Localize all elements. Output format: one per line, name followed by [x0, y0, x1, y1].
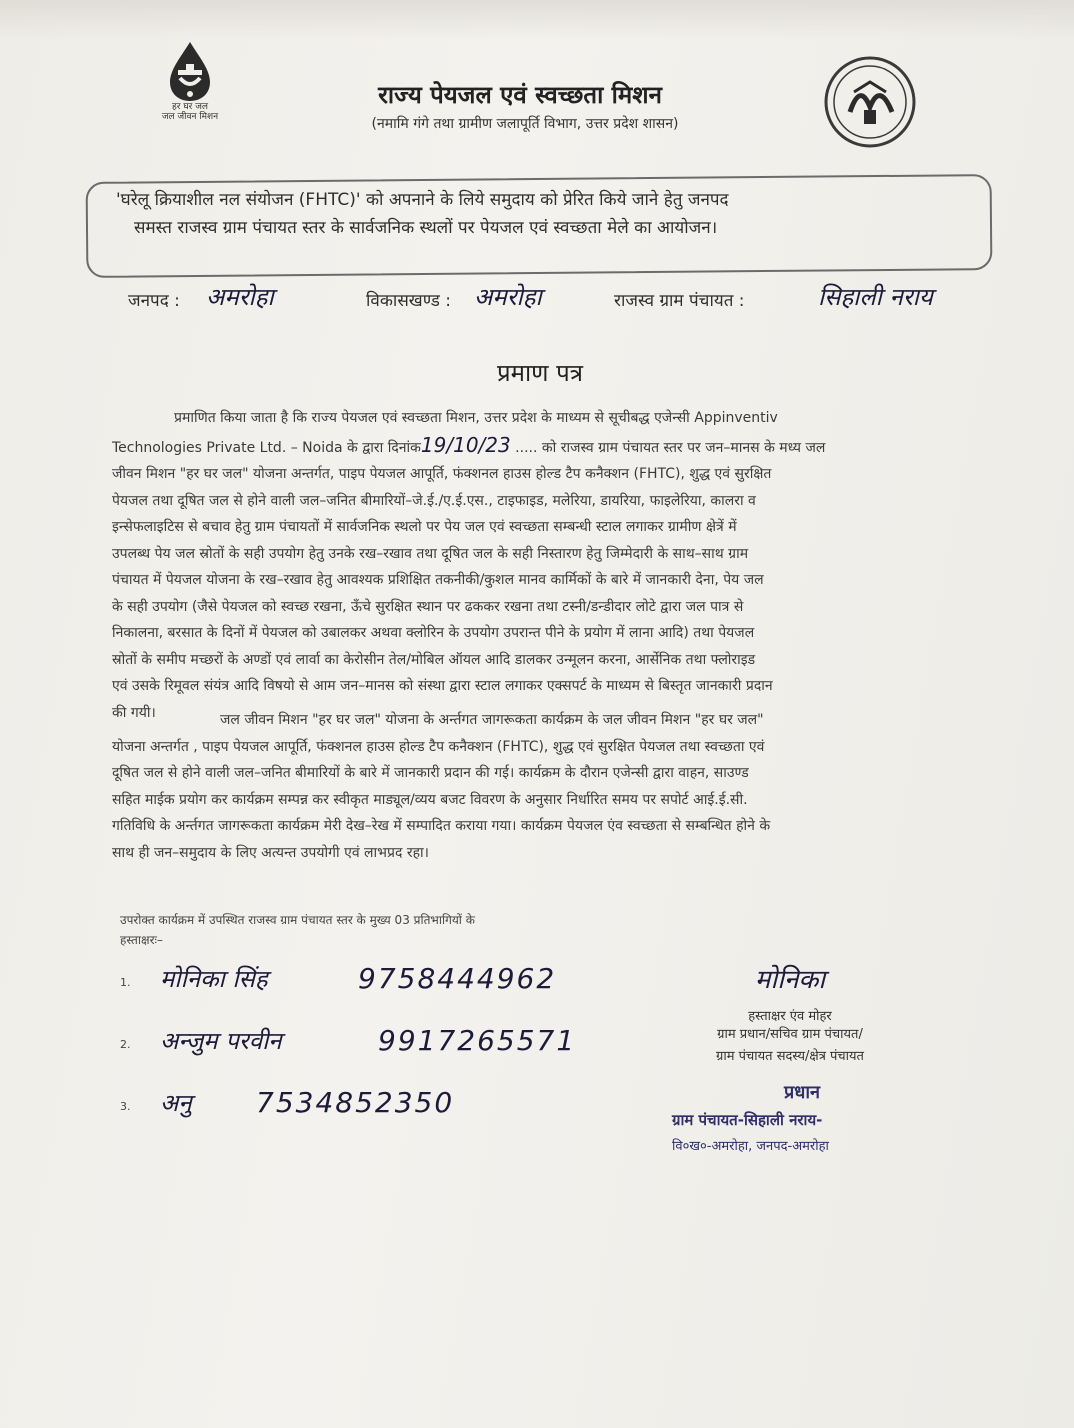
emblem-icon [820, 52, 920, 152]
panchayat-value: सिहाली नराय [818, 283, 933, 311]
para1-line: उपलब्ध पेय जल स्रोतों के सही उपयोग हेतु उनके रख–रखाव तथा दूषित जल के सही निस्तारण हेतु जिम्मेदारी के साथ–साथ ग्राम [112, 545, 749, 562]
para1-line-prefix: Technologies Private Ltd. – Noida के द्वारा दिनांक [112, 439, 421, 456]
participant-name: अनु [160, 1089, 192, 1117]
signature-caption: हस्ताक्षर एंव मोहर [748, 1009, 832, 1024]
har-ghar-jal-logo [150, 40, 230, 140]
para1-line: निकालना, बरसात के दिनों में पेयजल को उबालकर अथवा क्लोरिन के उपयोग उपरान्त पीने के प्रयोग में लाना आदि) तथा पेयजल [112, 625, 755, 641]
event-date: 19/10/23 [420, 432, 511, 457]
participant-number: 2. [120, 1038, 131, 1051]
para2-line: सहित माईक प्रयोग कर कार्यक्रम सम्पन्न कर स्वीकृत माड्यूल/व्यय बजट विवरण के अनुसार निर्धारित समय पर सपोर्ट आई.ई.सी. [112, 791, 748, 808]
para1-line-with-date: Technologies Private Ltd. – Noida के द्वारा दिनांक19/10/23 ..... को राजस्व ग्राम पंचायत स्तर पर जन–मानस के मध्य जल [112, 432, 826, 457]
authority-signature: मोनिका [754, 965, 826, 995]
certificate-paragraph-2 [112, 707, 992, 866]
participant-name: मोनिका सिंह [160, 965, 268, 993]
participant-phone: 9758444962 [358, 962, 557, 995]
mission-subtitle: (नमामि गंगे तथा ग्रामीण जलापूर्ति विभाग, उत्तर प्रदेश शासन) [371, 116, 679, 132]
stamp-block-district: वि०ख०-अमरोहा, जनपद-अमरोहा [672, 1139, 829, 1154]
participant-name: अन्जुम परवीन [160, 1027, 282, 1055]
signature-intro-line-2: हस्ताक्षरः– [120, 933, 163, 947]
para2-line: योजना अन्तर्गत , पाइप पेयजल आपूर्ति, फंक्शनल हाउस होल्ड टैप कनैक्शन (FHTC), शुद्ध एवं सुरक्षित पेयजल तथा स्वच्छता एवं [112, 738, 765, 755]
pradhan-stamp [672, 1080, 932, 1154]
mission-title: राज्य पेयजल एवं स्वच्छता मिशन [378, 81, 662, 109]
event-line-1: 'घरेलू क्रियाशील नल संयोजन (FHTC)' को अपनाने के लिये समुदाय को प्रेरित किये जाने हेतु जनपद [116, 190, 729, 210]
signature-intro-line-1: उपरोक्त कार्यक्रम में उपस्थित राजस्व ग्राम पंचायत स्तर के मुख्य 03 प्रतिभागियों के [120, 913, 475, 927]
page-shadow [0, 0, 1074, 40]
district-label: जनपद : [128, 291, 180, 311]
stamp-title: प्रधान [784, 1082, 820, 1103]
location-row [128, 278, 1058, 318]
para1-line: इन्सेफलाइटिस से बचाव हेतु ग्राम पंचायतों में सार्वजनिक स्थलो पर पेय जल एवं स्वच्छता सम्बन्धी स्टाल लगाकर ग्रामीण क्षेत्रें में [112, 519, 737, 535]
signatory-roles-2: ग्राम पंचायत सदस्य/क्षेत्र पंचायत [716, 1049, 864, 1064]
para1-line: के सही उपयोग (जैसे पेयजल को स्वच्छ रखना, ऊँचे सुरक्षित स्थान पर ढककर रखना तथा टस्नी/डन्डीदार लोटे द्वारा जल पात्र से [112, 598, 744, 615]
para2-line: गतिविधि के अर्न्तगत जागरूकता कार्यक्रम मेरी देख–रेख में सम्पादित कराया गया। कार्यक्रम पेयजल एंव स्वच्छता से सम्बन्धित होने के [112, 818, 771, 834]
para2-line: जल जीवन मिशन "हर घर जल" योजना के अर्न्तगत जागरूकता कार्यक्रम के जल जीवन मिशन "हर घर जल" [220, 712, 764, 728]
participant-number: 3. [120, 1100, 131, 1113]
para2-line: साथ ही जन–समुदाय के लिए अत्यन्त उपयोगी एवं लाभप्रद रहा। [112, 844, 429, 861]
para1-line: प्रमाणित किया जाता है कि राज्य पेयजल एवं स्वच्छता मिशन, उत्तर प्रदेश के माध्यम से सूचीबद्ध एजेन्सी Appinventiv [174, 410, 778, 426]
authority-signature-block [660, 960, 920, 1068]
certificate-paragraph-1 [112, 405, 992, 726]
block-value: अमरोहा [474, 283, 542, 311]
logo-caption: हर घर जल जल जीवन मिशन [161, 102, 219, 122]
district-value: अमरोहा [206, 283, 274, 311]
certificate-title: प्रमाण पत्र [496, 359, 584, 387]
up-govt-seal [820, 52, 920, 152]
para1-line: जीवन मिशन "हर घर जल" योजना अन्तर्गत, पाइप पेयजल आपूर्ति, फंक्शनल हाउस होल्ड टैप कनैक्शन (FHTC), शुद्ध एवं सुरक्षित [112, 466, 772, 482]
para1-line: स्रोतों के समीप मच्छरों के अण्डों एवं लार्वा का केरोसीन तेल/मोबिल ऑयल आदि डालकर उन्मूलन करना, आर्सेनिक तथा फ्लोराइड [112, 651, 756, 668]
para1-line-suffix: को राजस्व ग्राम पंचायत स्तर पर जन–मानस के मध्य जल [541, 439, 826, 456]
para1-line: पंचायत में पेयजल योजना के रख–रखाव हेतु आवश्यक प्रशिक्षित तकनीकी/कुशल मानव कार्मिकों के बारे में जानकारी देना, पेय जल [112, 572, 764, 588]
water-drop-icon [150, 40, 230, 102]
signature-intro [120, 910, 640, 950]
event-description [116, 186, 976, 242]
signatory-roles-1: ग्राम प्रधान/सचिव ग्राम पंचायत/ [717, 1027, 863, 1042]
block-label: विकासखण्ड : [366, 291, 452, 311]
para1-line: एवं उसके रिमूवल संयंत्र आदि विषयो से आम जन–मानस को संस्था द्वारा स्टाल लगाकर एक्सपर्ट के माध्यम से बिस्तृत जानकारी प्रदान [112, 678, 773, 694]
para1-line: की गयी। [112, 704, 156, 721]
event-line-2: समस्त राजस्व ग्राम पंचायत स्तर के सार्वजनिक स्थलों पर पेयजल एवं स्वच्छता मेले का आयोजन। [134, 218, 718, 238]
panchayat-label: राजस्व ग्राम पंचायत : [614, 291, 745, 311]
para1-line: पेयजल तथा दूषित जल से होने वाली जल–जनित बीमारियों–जे.ई./ए.ई.एस., टाइफाइड, मलेरिया, डायरिया, फाइलेरिया, कालरा व [112, 492, 756, 509]
participant-phone: 7534852350 [256, 1086, 455, 1119]
participant-number: 1. [120, 976, 131, 989]
stamp-panchayat: ग्राम पंचायत-सिहाली नराय- [672, 1111, 823, 1129]
para2-line: दूषित जल से होने वाली जल–जनित बीमारियों के बारे में जानकारी प्रदान की गई। कार्यक्रम के दौरान एजेन्सी द्वारा वाहन, साउण्ड [112, 765, 749, 781]
participant-phone: 9917265571 [378, 1024, 577, 1057]
